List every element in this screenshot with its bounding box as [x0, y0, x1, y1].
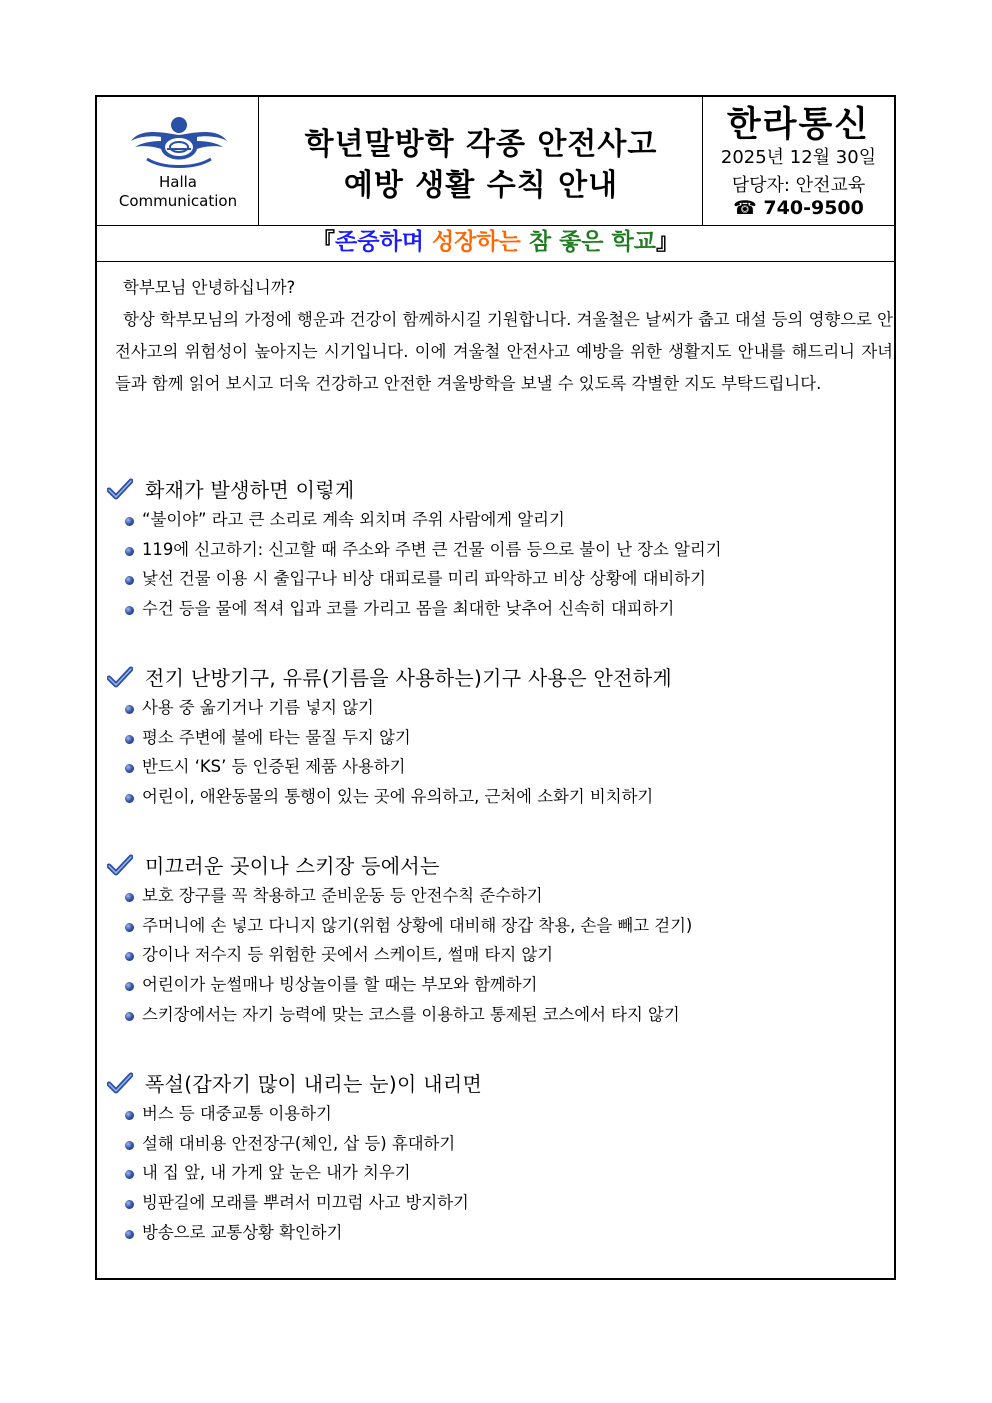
document-title-line2: 예방 생활 수칙 안내	[343, 168, 619, 203]
bullet-icon	[125, 1200, 134, 1209]
check-icon	[107, 478, 133, 500]
slogan-word-2: 성장하는	[431, 229, 521, 255]
phone-line	[703, 197, 894, 219]
newsletter-frame	[95, 95, 896, 1280]
list-item	[115, 970, 893, 1000]
letter-body	[115, 272, 893, 400]
bullet-icon	[125, 517, 134, 526]
list-item-text: “불이야” 라고 큰 소리로 계속 외치며 주위 사람에게 알리기	[142, 510, 565, 529]
safety-section	[115, 475, 893, 624]
list-item-text: 낯선 건물 이용 시 출입구나 비상 대피로를 미리 파악하고 비상 상황에 대비하기	[142, 569, 706, 589]
bullet-icon	[125, 1012, 134, 1021]
intro-paragraph: 항상 학부모님의 가정에 행운과 건강이 함께하시길 기원합니다. 겨울철은 날씨가 춥고 대설 등의 영향으로 안전사고의 위험성이 높아지는 시기입니다. 이에 겨울철 안전사고 예방을 위한 생활지도 안내를 해드리니 자녀들과 함께 읽어 보시고 더욱 건강하고 안전한 겨울방학을 보낼 수 있도록 각별한 지도 부탁드립니다.	[115, 310, 893, 393]
list-item-text: 어린이가 눈썰매나 빙상놀이를 할 때는 부모와 함께하기	[142, 975, 538, 995]
list-item	[115, 940, 893, 970]
list-item	[115, 505, 893, 535]
slogan-word-1: 존중하며	[335, 229, 424, 255]
issue-date: 2025년 12월 30일	[720, 147, 877, 168]
list-item-text: 내 집 앞, 내 가게 앞 눈은 내가 치우기	[142, 1163, 411, 1183]
list-item-text: 수건 등을 물에 적셔 입과 코를 가리고 몸을 최대한 낮추어 신속히 대피하기	[142, 599, 675, 619]
newsletter-name: 한라통신	[726, 105, 871, 145]
slogan-close-bracket: 』	[655, 229, 679, 255]
bullet-icon	[125, 547, 134, 556]
list-item	[115, 535, 893, 565]
list-item-text: 사용 중 옮기거나 기름 넣지 않기	[142, 698, 374, 717]
logo-name-line2: Communication	[118, 192, 238, 210]
list-item	[115, 881, 893, 911]
bullet-icon	[125, 794, 134, 803]
slogan-word-3: 참	[528, 229, 552, 255]
school-slogan	[97, 225, 894, 262]
bullet-icon	[125, 1141, 134, 1150]
list-item	[115, 594, 893, 624]
list-item	[115, 564, 893, 594]
check-icon	[107, 666, 133, 688]
safety-section	[115, 851, 893, 1029]
bullet-icon	[125, 1170, 134, 1179]
list-item-text: 119에 신고하기: 신고할 때 주소와 주변 큰 건물 이름 등으로 불이 난 장소 알리기	[142, 539, 722, 559]
greeting: 학부모님 안녕하십니까?	[123, 278, 296, 297]
bullet-icon	[125, 1111, 134, 1120]
list-item	[115, 1188, 893, 1218]
section-title: 미끄러운 곳이나 스키장 등에서는	[145, 854, 440, 878]
list-item	[115, 693, 893, 723]
contact-person: 담당자: 안전교육	[731, 175, 866, 196]
list-item-text: 설해 대비용 안전장구(체인, 삽 등) 휴대하기	[142, 1133, 456, 1153]
section-header	[115, 475, 893, 505]
bullet-icon	[125, 576, 134, 585]
list-item-text: 평소 주변에 불에 타는 물질 두지 않기	[142, 727, 411, 747]
bullet-icon	[125, 1230, 134, 1239]
section-header	[115, 1069, 893, 1099]
list-item	[115, 1129, 893, 1159]
info-cell	[703, 97, 894, 225]
safety-section	[115, 663, 893, 812]
list-item-text: 어린이, 애완동물의 통행이 있는 곳에 유의하고, 근처에 소화기 비치하기	[142, 787, 654, 807]
section-title: 전기 난방기구, 유류(기름을 사용하는)기구 사용은 안전하게	[145, 666, 673, 690]
list-item-text: 버스 등 대중교통 이용하기	[142, 1104, 332, 1123]
bullet-icon	[125, 764, 134, 773]
bullet-icon	[125, 923, 134, 932]
check-icon	[107, 1072, 133, 1094]
list-item-text: 강이나 저수지 등 위험한 곳에서 스케이트, 썰매 타지 않기	[142, 945, 554, 965]
bullet-icon	[125, 606, 134, 615]
slogan-open-bracket: 『	[312, 229, 336, 255]
list-item	[115, 1000, 893, 1030]
list-item	[115, 723, 893, 753]
list-item-text: 주머니에 손 넣고 다니지 않기(위험 상황에 대비해 장갑 착용, 손을 빼고 걷기)	[142, 915, 693, 935]
halla-logo-icon	[127, 111, 231, 173]
check-icon	[107, 854, 133, 876]
list-item-text: 방송으로 교통상황 확인하기	[142, 1222, 343, 1242]
list-item	[115, 752, 893, 782]
bullet-icon	[125, 982, 134, 991]
header-table	[97, 97, 894, 255]
bullet-icon	[125, 952, 134, 961]
slogan-word-4: 좋은	[559, 229, 604, 255]
logo-cell	[97, 97, 259, 225]
list-item-text: 반드시 ‘KS’ 등 인증된 제품 사용하기	[142, 757, 406, 777]
bullet-icon	[125, 893, 134, 902]
phone-icon: ☎	[733, 197, 757, 219]
document-title-line1: 학년말방학 각종 안전사고	[304, 127, 658, 162]
slogan-word-5: 학교	[611, 229, 656, 255]
list-item-text: 보호 장구를 꼭 착용하고 준비운동 등 안전수칙 준수하기	[142, 886, 543, 905]
list-item	[115, 911, 893, 941]
phone-number: 740-9500	[763, 197, 864, 219]
section-title: 폭설(갑자기 많이 내리는 눈)이 내리면	[145, 1072, 483, 1096]
section-header	[115, 851, 893, 881]
list-item	[115, 1099, 893, 1129]
list-item	[115, 1158, 893, 1188]
section-title: 화재가 발생하면 이렇게	[145, 478, 355, 502]
list-item-text: 스키장에서는 자기 능력에 맞는 코스를 이용하고 통제된 코스에서 타지 않기	[142, 1004, 680, 1024]
title-cell	[259, 97, 703, 225]
safety-section	[115, 1069, 893, 1247]
bullet-icon	[125, 705, 134, 714]
logo-name-line1: Halla	[159, 173, 197, 191]
section-header	[115, 663, 893, 693]
list-item-text: 빙판길에 모래를 뿌려서 미끄럼 사고 방지하기	[142, 1193, 469, 1213]
list-item	[115, 1218, 893, 1248]
bullet-icon	[125, 735, 134, 744]
list-item	[115, 782, 893, 812]
